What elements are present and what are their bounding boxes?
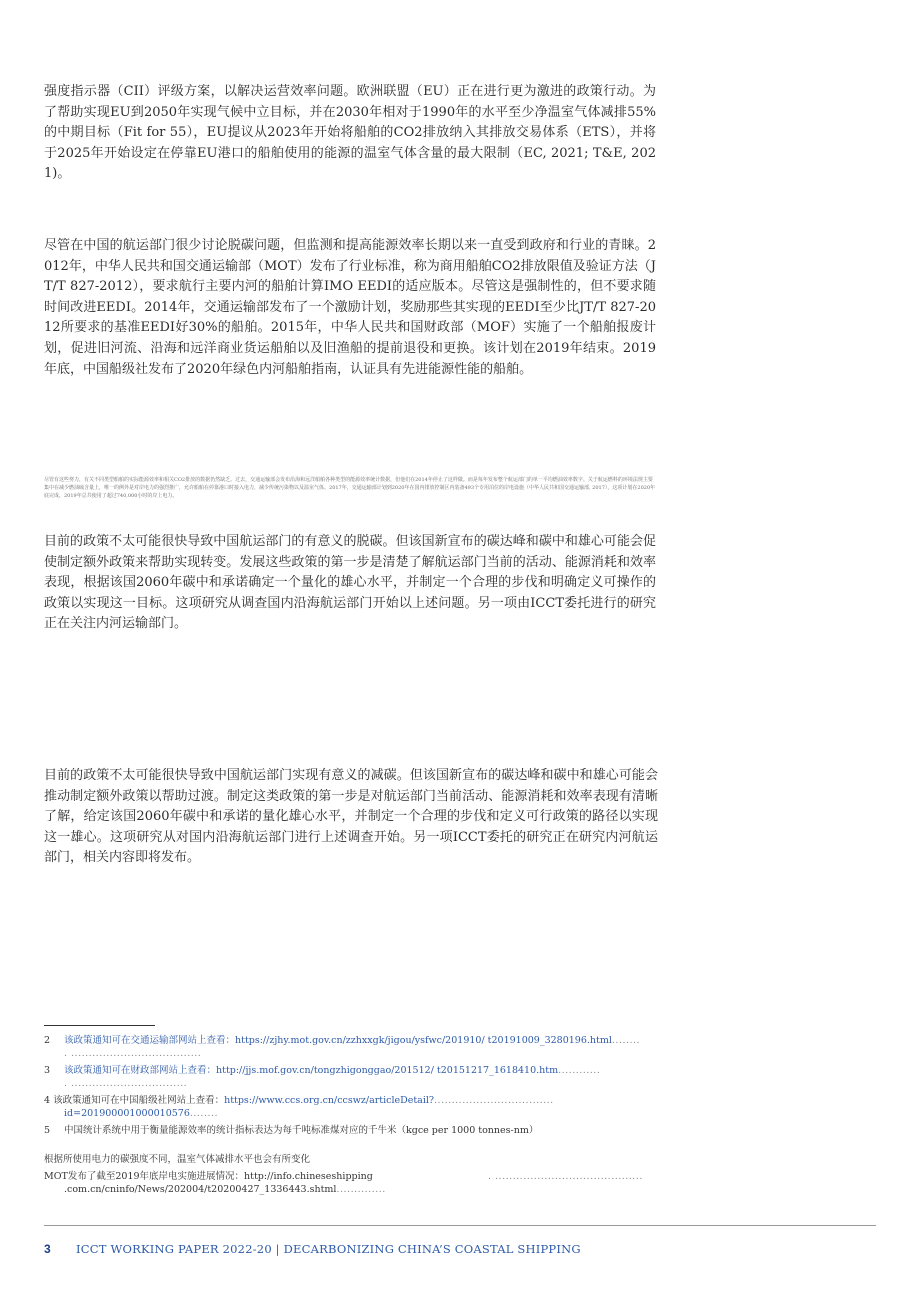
footnote-4 [44,1094,554,1120]
leader-dots: ............ [558,1065,601,1076]
footnote-3 [44,1064,600,1090]
leader-dots: ........ [611,1035,641,1046]
footnote-link[interactable]: https://www.ccs.org.cn/ccswz/articleDetail? [224,1095,435,1106]
tiny-sidebar-note: 尽管有这些努力，有关不同类型船舶的实际能源效率和相关CO2排放的数据仍然缺乏。过去，交通运输部会发布沿海和远洋船舶各种类型的能源效率统计数据，但他们在2014年停止了这样做。而是每年发布整个航运部门的单一平均燃油效率数字。关于航运燃料的环境法规主要集中在减少燃油硫含量上，唯一的例外是对岸电力的强烈推广，允许船舶在停靠港口时接入电力，减少传统污染物以及温室气体。2017年，交通运输部计划到2020年在国内排放控制区内装备493个专用泊位的岸电设施（中华人民共和国交通运输部, 2017），这项计划在2020年底完成，2019年总共使用了超过740,000小时的岸上电力。 [44,477,656,499]
footnote-number: 2 [44,1035,51,1046]
paragraph-china-efficiency-history: 尽管在中国的航运部门很少讨论脱碳问题，但监测和提高能源效率长期以来一直受到政府和行业的青睐。2012年，中华人民共和国交通运输部（MOT）发布了行业标准，称为商用船舶CO2排放限值及验证方法（JT/T 827-2012），要求航行主要内河的船舶计算IMO EEDI的适应版本。尽管这是强制性的，但不要求随时间改进EEDI。2014年，交通运输部发布了一个激励计划，奖励那些其实现的EEDI至少比JT/T 827-2012所要求的基准EEDI好30%的船舶。2015年，中华人民共和国财政部（MOF）实施了一个船舶报废计划，促进旧河流、沿海和远洋商业货运船舶以及旧渔船的提前退役和更换。该计划在2019年结束。2019年底，中国船级社发布了2020年绿色内河船舶指南，认证具有先进能源性能的船舶。 [44,238,656,377]
leader-dots: .............. [336,1184,386,1195]
footnote-text: 该政策通知可在交通运输部网站上查看： [64,1035,236,1046]
leader-dots: .................................. [434,1095,554,1106]
page-number: 3 [44,1242,51,1256]
footnote-2 [44,1034,640,1060]
footnote-divider [44,1025,155,1026]
paragraph-policy-outlook-2: 目前的政策不太可能很快导致中国航运部门实现有意义的减碳。但该国新宣布的碳达峰和碳中和雄心可能会推动制定额外政策以帮助过渡。制定这类政策的第一步是对航运部门当前活动、能源消耗和效率表现有清晰了解，给定该国2060年碳中和承诺的量化雄心水平，并制定一个合理的步伐和定义可行政策的路径以实现这一雄心。这项研究从对国内沿海航运部门进行上述调查开始。另一项ICCT委托的研究正在研究内河航运部门，相关内容即将发布。 [44,768,658,866]
leader-dots: . .......................................... [488,1171,643,1182]
mot-shore-power-note [44,1170,644,1196]
mot-note-text: MOT发布了截至2019年底岸电实施进展情况：http://info.chineseshipping [44,1171,373,1182]
leader-dots: . ..................................... [64,1048,202,1059]
footer-divider [44,1225,876,1226]
footnote-number: 4 [44,1095,51,1106]
footnote-number: 5 [44,1125,51,1136]
footnote-link-continued[interactable]: id=201900001000010576 [64,1108,190,1119]
running-title: ICCT WORKING PAPER 2022-20 | DECARBONIZING CHINA’S COASTAL SHIPPING [76,1242,581,1256]
footnote-link[interactable]: https://zjhy.mot.gov.cn/zzhxxgk/jigou/ysfwc/201910/ t20191009_3280196.html [235,1035,612,1046]
footnote-number: 3 [44,1065,51,1076]
paragraph-policy-outlook-1: 目前的政策不太可能很快导致中国航运部门的有意义的脱碳。但该国新宣布的碳达峰和碳中和雄心可能会促使制定额外政策来帮助实现转变。发展这些政策的第一步是清楚了解航运部门当前的活动、能源消耗和效率表现，根据该国2060年碳中和承诺确定一个量化的雄心水平，并制定一个合理的步伐和明确定义可操作的政策以实现这一目标。这项研究从调查国内沿海航运部门开始以上述问题。另一项由ICCT委托进行的研究正在关注内河运输部门。 [44,534,656,632]
leader-dots: ........ [189,1108,219,1119]
footnote-text: 该政策通知可在中国船级社网站上查看： [53,1095,225,1106]
leader-dots: . ................................. [64,1078,188,1089]
footnote-link[interactable]: http://jjs.mof.gov.cn/tongzhigonggao/201512/ t20151217_1618410.htm [216,1065,559,1076]
footnote-text: 中国统计系统中用于衡量能源效率的统计指标表达为每千吨标准煤对应的千牛米（kgce per 1000 tonnes-nm） [64,1125,539,1136]
footnote-5 [44,1124,538,1137]
paragraph-eu-policy: 强度指示器（CII）评级方案，以解决运营效率问题。欧洲联盟（EU）正在进行更为激进的政策行动。为了帮助实现EU到2050年实现气候中立目标，并在2030年相对于1990年的水平至少净温室气体减排55%的中期目标（Fit for 55），EU提议从2023年开始将船舶的CO2排放纳入其排放交易体系（ETS），并将于2025年开始设定在停靠EU港口的船舶使用的能源的温室气体含量的最大限制（EC, 2021; T&E, 2021)。 [44,84,656,182]
footnote-text: 该政策通知可在财政部网站上查看： [64,1065,217,1076]
mot-note-link[interactable]: .com.cn/cninfo/News/202004/t20200427_1336443.shtml [64,1184,337,1195]
carbon-intensity-note: 根据所使用电力的碳强度不同，温室气体减排水平也会有所变化 [44,1154,311,1165]
